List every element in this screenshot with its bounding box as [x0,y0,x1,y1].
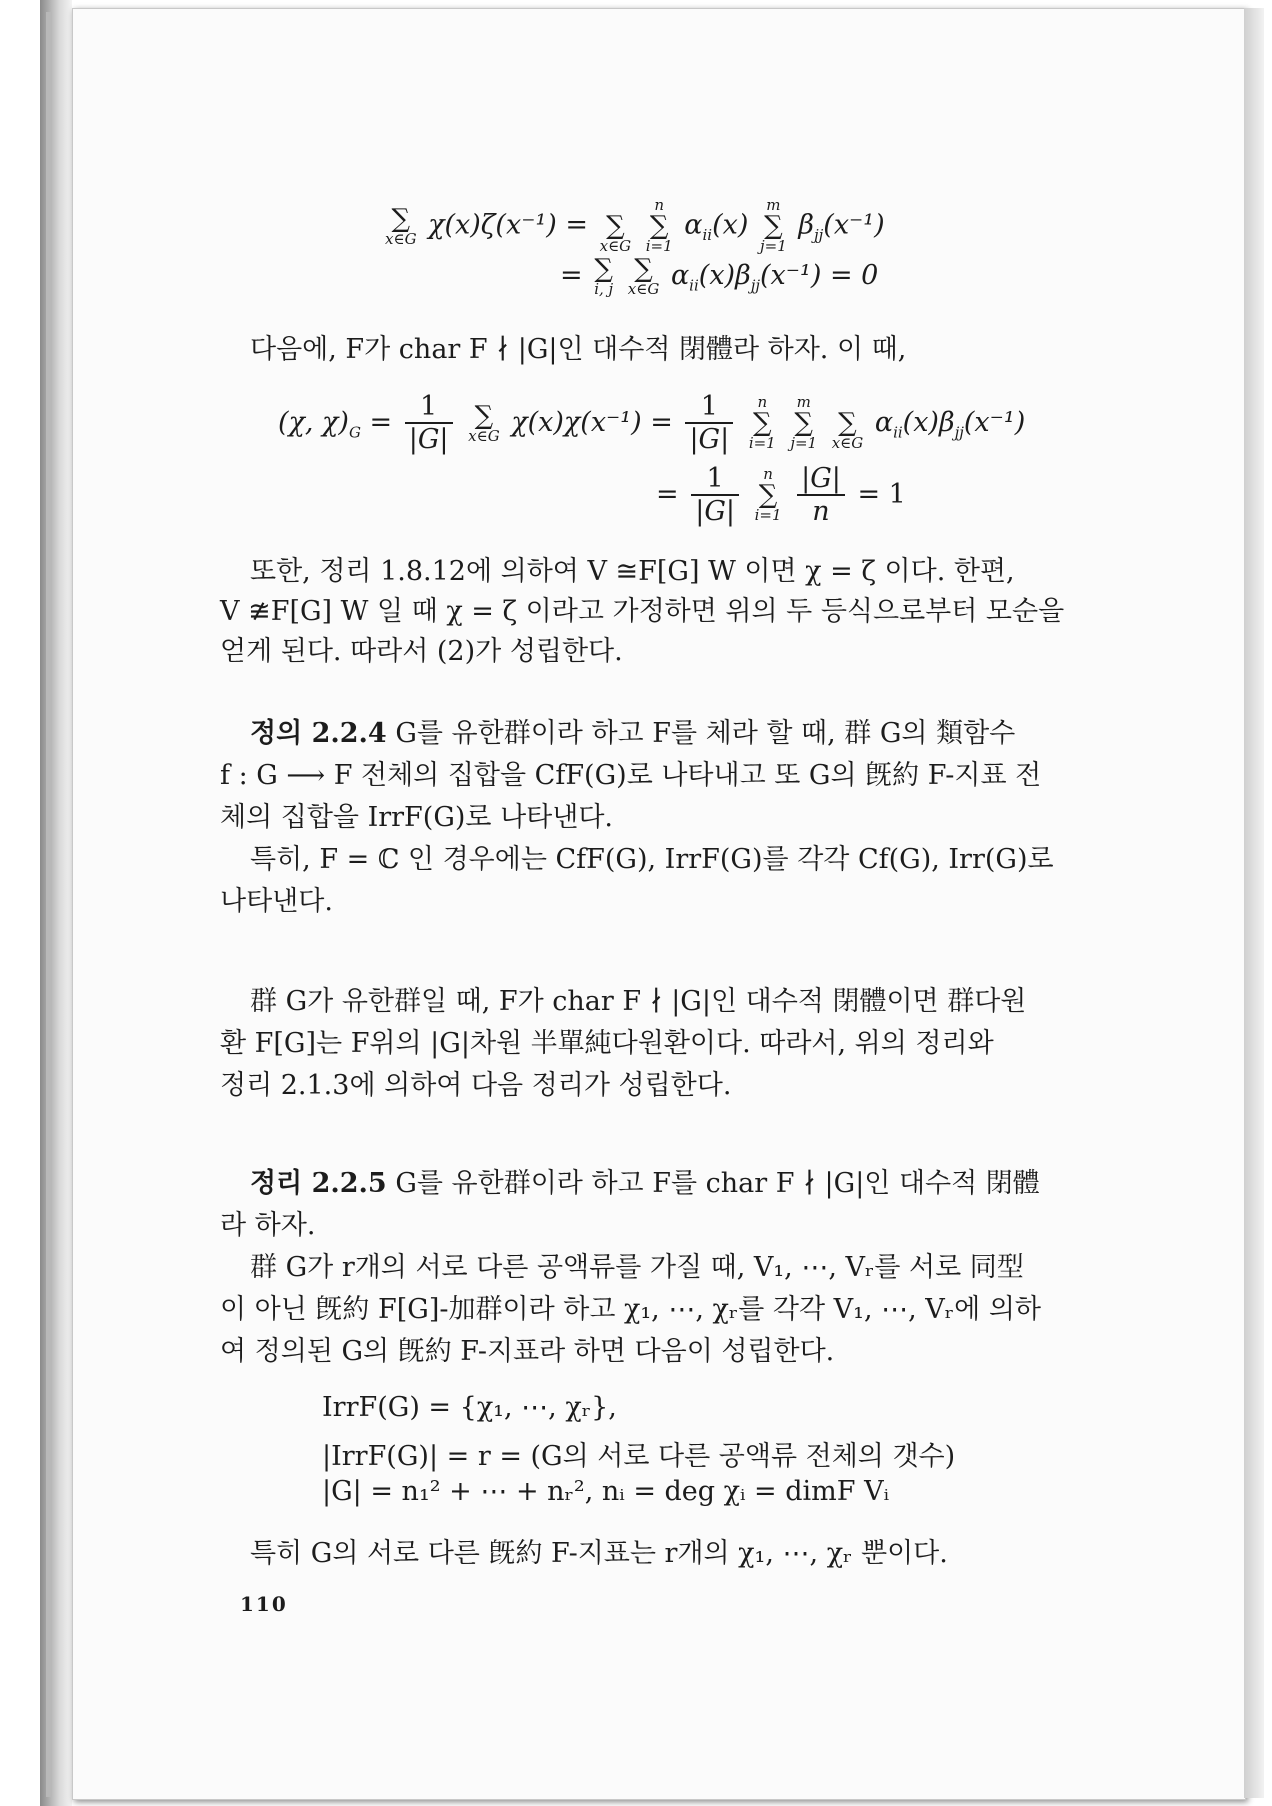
page-number: 110 [240,1592,288,1616]
equation-text: α [670,260,690,291]
equation-text: (x)β [698,260,751,291]
equation-text: = 1 [857,478,906,510]
fraction: $\frac{|G|}{n}$ [797,464,845,527]
equation-2-line-1 [278,392,1025,455]
paragraph-3-line-1: 群 G가 유한群일 때, F가 char F ∤ |G|인 대수적 閉體이면 群다원 [250,986,1027,1017]
subscript: jj [813,225,824,244]
sum-symbol: ∑ x∈G [468,400,500,445]
theorem-line-2: 라 하자. [220,1210,316,1241]
definition-line-1 [250,712,1110,756]
fraction: $\frac{1}{|G|}$ [691,464,739,527]
equation-text: (x) [712,209,749,241]
sum-symbol: m ∑ j=1 [760,196,787,255]
equation-1-line-2 [560,256,878,297]
sum-symbol: ∑ x∈G [627,254,660,298]
equation-1-line-1 [382,198,885,254]
sum-symbol: ∑ x∈G [385,203,417,248]
theorem-line-1 [250,1162,1110,1206]
theorem-text: G를 유한群이라 하고 F를 char F ∤ |G|인 대수적 閉體 [395,1168,1040,1199]
definition-line-2: f : G ⟶ F 전체의 집합을 CfF(G)로 나타내고 또 G의 旣約 F-지표 전 [220,760,1042,791]
fraction: $\frac{1}{|G|}$ [685,392,733,455]
paragraph-2-line-3: 얻게 된다. 따라서 (2)가 성립한다. [220,636,623,667]
equals-sign: = [560,260,583,291]
equation-text: α [684,209,703,241]
definition-line-5: 나타낸다. [220,886,333,917]
sum-symbol: ∑ i, j [594,254,614,298]
paragraph-1: 다음에, F가 char F ∤ |G|인 대수적 閉體라 하자. 이 때, [250,334,907,365]
definition-line-4: 특히, F = ℂ 인 경우에는 CfF(G), IrrF(G)를 각각 Cf(G), Irr(G)로 [250,844,1054,875]
book-spine-shadow [40,0,72,1806]
definition-text: G를 유한群이라 하고 F를 체라 할 때, 群 G의 類함수 [395,718,1016,749]
paragraph-3-line-3: 정리 2.1.3에 의하여 다음 정리가 성립한다. [220,1070,732,1101]
equation-text: (x)β [902,406,955,438]
equation-text: (χ, χ) [278,406,349,438]
subscript: ii [893,423,903,442]
equals-sign: = [656,478,679,510]
subscript: G [348,423,361,442]
subscript: ii [689,276,699,295]
equation-2-line-2 [656,464,906,527]
book-spine-edge [46,12,52,1797]
equation-text: χ(x)ζ(x⁻¹) = [428,209,589,241]
sum-symbol: n ∑ i=1 [748,393,776,453]
equation-text: α [874,406,894,438]
theorem-list-item-2: |IrrF(G)| = r = (G의 서로 다른 공액류 전체의 갯수) [322,1441,956,1472]
paragraph-2-line-2: V ≇F[G] W 일 때 χ = ζ 이라고 가정하면 위의 두 등식으로부터 모순을 [220,596,1065,627]
equation-text: (x⁻¹) = 0 [760,260,879,291]
theorem-line-4: 이 아닌 旣約 F[G]-加群이라 하고 χ₁, ⋯, χᵣ를 각각 V₁, ⋯, Vᵣ에 의하 [220,1294,1041,1325]
theorem-list-item-1: IrrF(G) = {χ₁, ⋯, χᵣ}, [322,1392,617,1423]
paragraph-2-line-1: 또한, 정리 1.8.12에 의하여 V ≅F[G] W 이면 χ = ζ 이다. 한편, [250,556,1015,587]
equation-text: (x⁻¹) [823,209,885,241]
subscript: ii [702,225,713,244]
definition-line-3: 체의 집합을 IrrF(G)로 나타낸다. [220,802,613,833]
paragraph-3-line-2: 환 F[G]는 F위의 |G|차원 半單純다원환이다. 따라서, 위의 정리와 [220,1028,994,1059]
sum-symbol: n ∑ i=1 [754,465,782,525]
definition-label: 정의 2.2.4 [250,718,387,749]
subscript: jj [750,276,760,295]
equals-sign: = [369,406,393,438]
theorem-list-item-3: |G| = n₁² + ⋯ + nᵣ², nᵢ = deg χᵢ = dimF Vᵢ [322,1476,889,1507]
theorem-label: 정리 2.2.5 [250,1168,387,1199]
equation-text: χ(x)χ(x⁻¹) = [511,406,673,438]
equation-text: β [798,209,814,241]
sum-symbol: ∑ x∈G [599,211,632,255]
subscript: jj [954,423,964,442]
sum-symbol: ∑ x∈G [831,408,864,453]
fraction: $\frac{1}{|G|}$ [405,392,453,455]
theorem-line-5: 여 정의된 G의 旣約 F-지표라 하면 다음이 성립한다. [220,1336,835,1367]
theorem-final-line: 특히 G의 서로 다른 旣約 F-지표는 r개의 χ₁, ⋯, χᵣ 뿐이다. [250,1538,948,1569]
theorem-line-3: 群 G가 r개의 서로 다른 공액류를 가질 때, V₁, ⋯, Vᵣ를 서로 同型 [250,1252,1024,1283]
sum-symbol: m ∑ j=1 [790,393,818,453]
sum-symbol: n ∑ i=1 [645,196,673,255]
page-right-shadow [1244,8,1264,1798]
equation-text: (x⁻¹) [963,406,1026,438]
